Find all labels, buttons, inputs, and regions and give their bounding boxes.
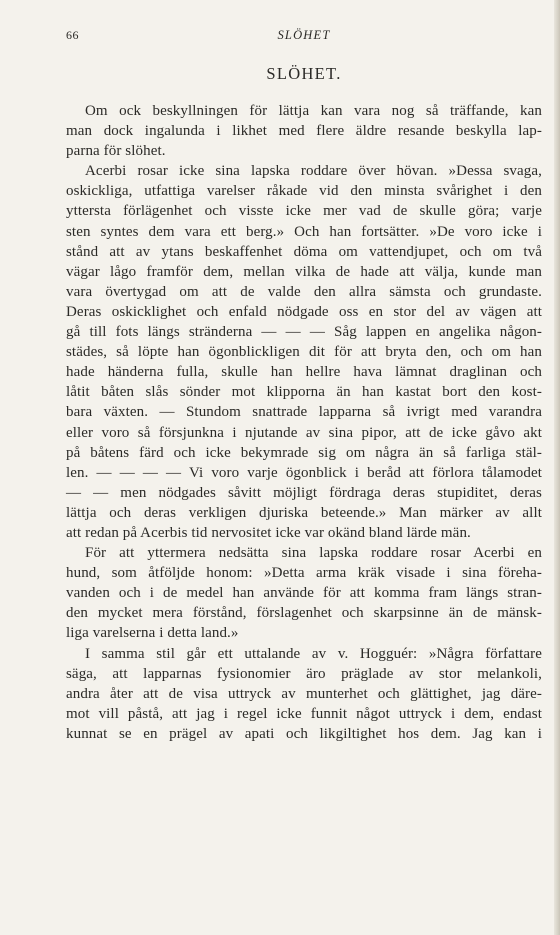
page-edge (554, 0, 560, 935)
text-line: vägar lågo framför dem, mellan vilka de hade att välja, kunde man (66, 263, 542, 280)
text-line: man dock ingalunda i likhet med flere äldre resande beskylla lap- (66, 123, 542, 140)
text-line: len. — — — — Vi voro varje ögonblick i beråd att förlora tålamodet (66, 464, 542, 481)
text-line: Om ock beskyllningen för lättja kan vara nog så träffande, kan (85, 103, 542, 119)
text-line: på båtens färd och icke bekymrade sig om några än så farliga stäl- (66, 444, 542, 461)
text-line: gå till fots längs stränderna — — — Såg lappen en angelika någon- (66, 324, 542, 341)
text-line: lättja och deras verkligen djuriska beteende.» Man märker av allt (66, 504, 542, 521)
text-line: stånd att av ytans beskaffenhet döma om vattendjupet, och om två (66, 243, 542, 260)
text-line: den mycket mera förstånd, förslagenhet och skarpsinne än de mänsk- (66, 605, 542, 622)
chapter-title: SLÖHET. (266, 64, 342, 83)
text-line: andra åter att de visa uttryck av munterhet och glättighet, jag däre- (66, 685, 542, 702)
running-head: SLÖHET (277, 28, 331, 42)
text-line: bara växten. — Stundom snattrade lapparna så ivrigt med varandra (66, 404, 542, 421)
text-line: hund, som åtföljde honom: »Detta arma kräk visade i sina föreha- (66, 565, 542, 582)
text-line: För att yttermera nedsätta sina lapska roddare rosar Acerbi en (85, 545, 542, 562)
page-header (66, 28, 542, 48)
text-line: säga, att lapparnas fysionomier äro präglade av stor melankoli, (66, 665, 542, 682)
page-number: 66 (66, 28, 79, 42)
text-line: Acerbi rosar icke sina lapska roddare över hövan. »Dessa svaga, (85, 163, 542, 180)
text-line: I samma stil går ett uttalande av v. Hogguér: »Några författare (85, 645, 542, 662)
text-line: parna för slöhet. (66, 143, 166, 160)
text-line: vanden och i de medel han använde för att komma fram längs stran- (66, 585, 542, 602)
text-line: eller voro så försjunkna i njutande av sina pipor, att de icke gåvo akt (66, 424, 542, 441)
text-line: oskickliga, utfattiga varelser råkade vid den minsta svårighet i den (66, 183, 542, 200)
text-line: låtit båten slås sönder mot klipporna än han kastat bort den kost- (66, 384, 542, 401)
text-line: hade händerna fulla, skulle han hellre hava lämnat draglinan och (66, 364, 542, 381)
body-text (66, 101, 542, 744)
text-line: Deras oskicklighet och enfald nödgade oss en stor del av vägen att (66, 303, 542, 320)
text-line: liga varelserna i detta land.» (66, 625, 239, 642)
text-line: mot vill påstå, att jag i regel icke funnit något uttryck i dem, endast (66, 705, 542, 722)
text-line: yttersta förlägenhet och visste icke mer vad de skulle göra; varje (66, 203, 542, 220)
text-line: att redan på Acerbis tid nervositet icke var okänd bland lärde män. (66, 524, 471, 541)
text-line: kunnat se en prägel av apati och likgiltighet hos dem. Jag kan i (66, 725, 542, 742)
text-line: städes, så löpte han ögonblickligen dit för att bryta den, och om han (66, 344, 542, 361)
text-line: vara övertygad om att de valde den allra sämsta och grundaste. (66, 283, 542, 300)
text-line: sten syntes dem vara ett berg.» Och han fortsätter. »De voro icke i (66, 223, 542, 240)
text-line: — — men nödgades såvitt möjligt fördraga deras stupiditet, deras (66, 484, 542, 501)
